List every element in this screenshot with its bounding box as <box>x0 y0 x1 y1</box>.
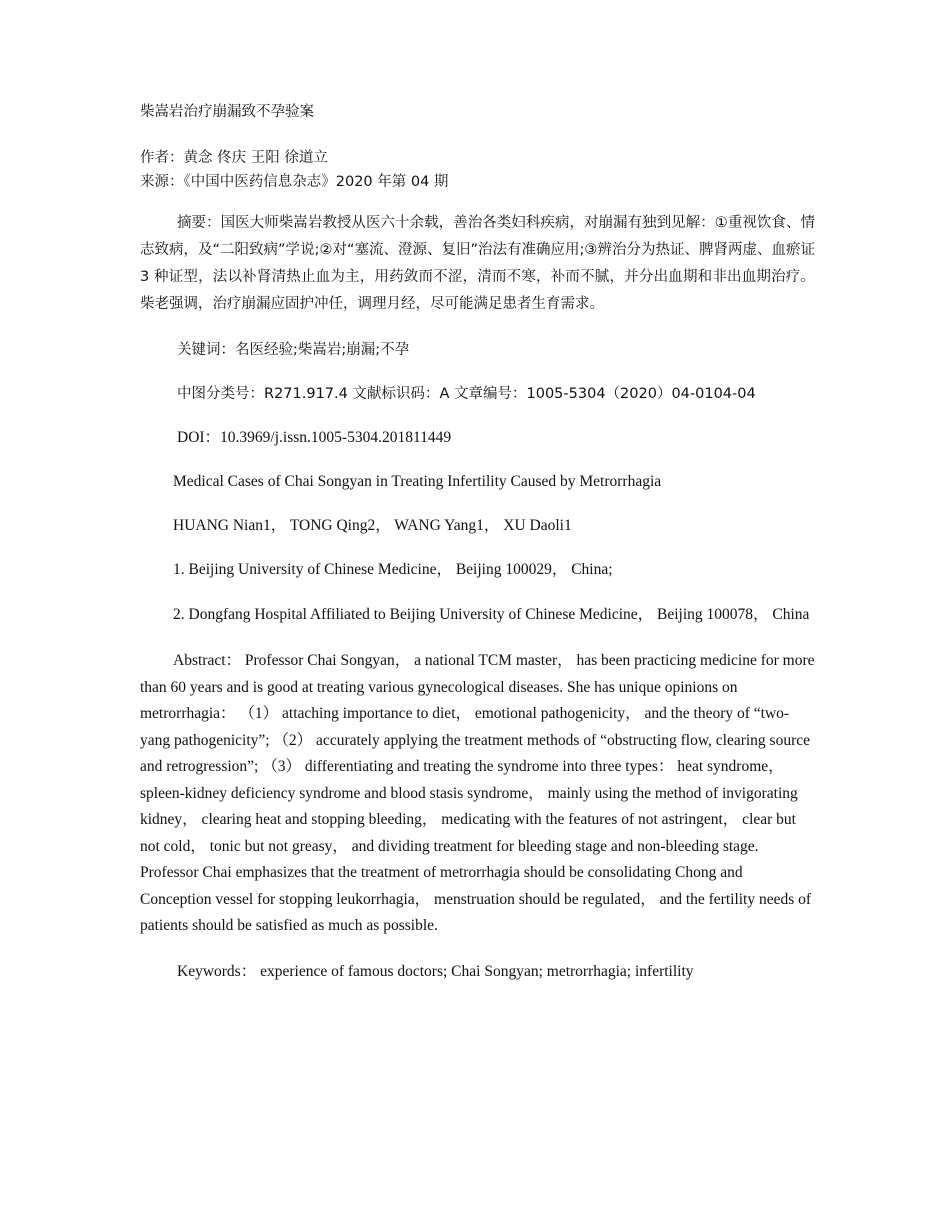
article-title: 柴嵩岩治疗崩漏致不孕验案 <box>140 104 314 120</box>
affiliation-2: 2. Dongfang Hospital Affiliated to Beijing University of Chinese Medicine， Beijing 100078， China <box>173 606 810 623</box>
source-line: 来源：《中国中医药信息杂志》2020 年第 04 期 <box>140 174 449 190</box>
affiliation-1: 1. Beijing University of Chinese Medicine， Beijing 100029， China; <box>173 561 613 578</box>
english-authors: HUANG Nian1， TONG Qing2， WANG Yang1， XU Daoli1 <box>173 517 572 534</box>
english-keywords: Keywords： experience of famous doctors; Chai Songyan; metrorrhagia; infertility <box>177 962 694 980</box>
english-title: Medical Cases of Chai Songyan in Treating Infertility Caused by Metrorrhagia <box>173 473 662 490</box>
doi-line: DOI：10.3969/j.issn.1005-5304.201811449 <box>177 429 452 446</box>
authors-line: 作者：黄念 佟庆 王阳 徐道立 <box>140 150 328 166</box>
chinese-abstract: 摘要：国医大师柴嵩岩教授从医六十余载，善治各类妇科疾病，对崩漏有独到见解：①重视饮食、情志致病，及“二阳致病”学说;②对“塞流、澄源、复旧”治法有准确应用;③辨治分为热证、脾肾两虚、血瘀证 3 种证型，法以补肾清热止血为主，用药敛而不涩，清而不寒，补而不腻，并分出血期和非出血期治疗。柴老强调，治疗崩漏应固护冲任，调理月经，尽可能满足患者生育需求。 <box>140 215 815 312</box>
classification-line: 中图分类号：R271.917.4 文献标识码：A 文章编号：1005-5304（2020）04-0104-04 <box>177 386 756 402</box>
document-page <box>140 100 815 984</box>
chinese-keywords: 关键词：名医经验;柴嵩岩;崩漏;不孕 <box>177 342 410 358</box>
english-abstract: Abstract： Professor Chai Songyan， a national TCM master， has been practicing medicine for more than 60 years and is good at treating various gynecological diseases. She has unique opinions on metrorrhagia： （1） attaching importance to diet， emotional pathogenicity， and the theory of “two-yang pathogenicity”; （2） accurately applying the treatment methods of “obstructing flow, clearing source and retrogression”; （3） differentiating and treating the syndrome into three types： heat syndrome， spleen-kidney deficiency syndrome and blood stasis syndrome， mainly using the method of invigorating kidney， clearing heat and stopping bleeding， medicating with the features of not astringent， clear but not cold， tonic but not greasy， and dividing treatment for bleeding stage and non-bleeding stage. Professor Chai emphasizes that the treatment of metrorrhagia should be consolidating Chong and Conception vessel for stopping leukorrhagia， menstruation should be regulated， and the fertility needs of patients should be satisfied as much as possible. <box>140 652 815 934</box>
